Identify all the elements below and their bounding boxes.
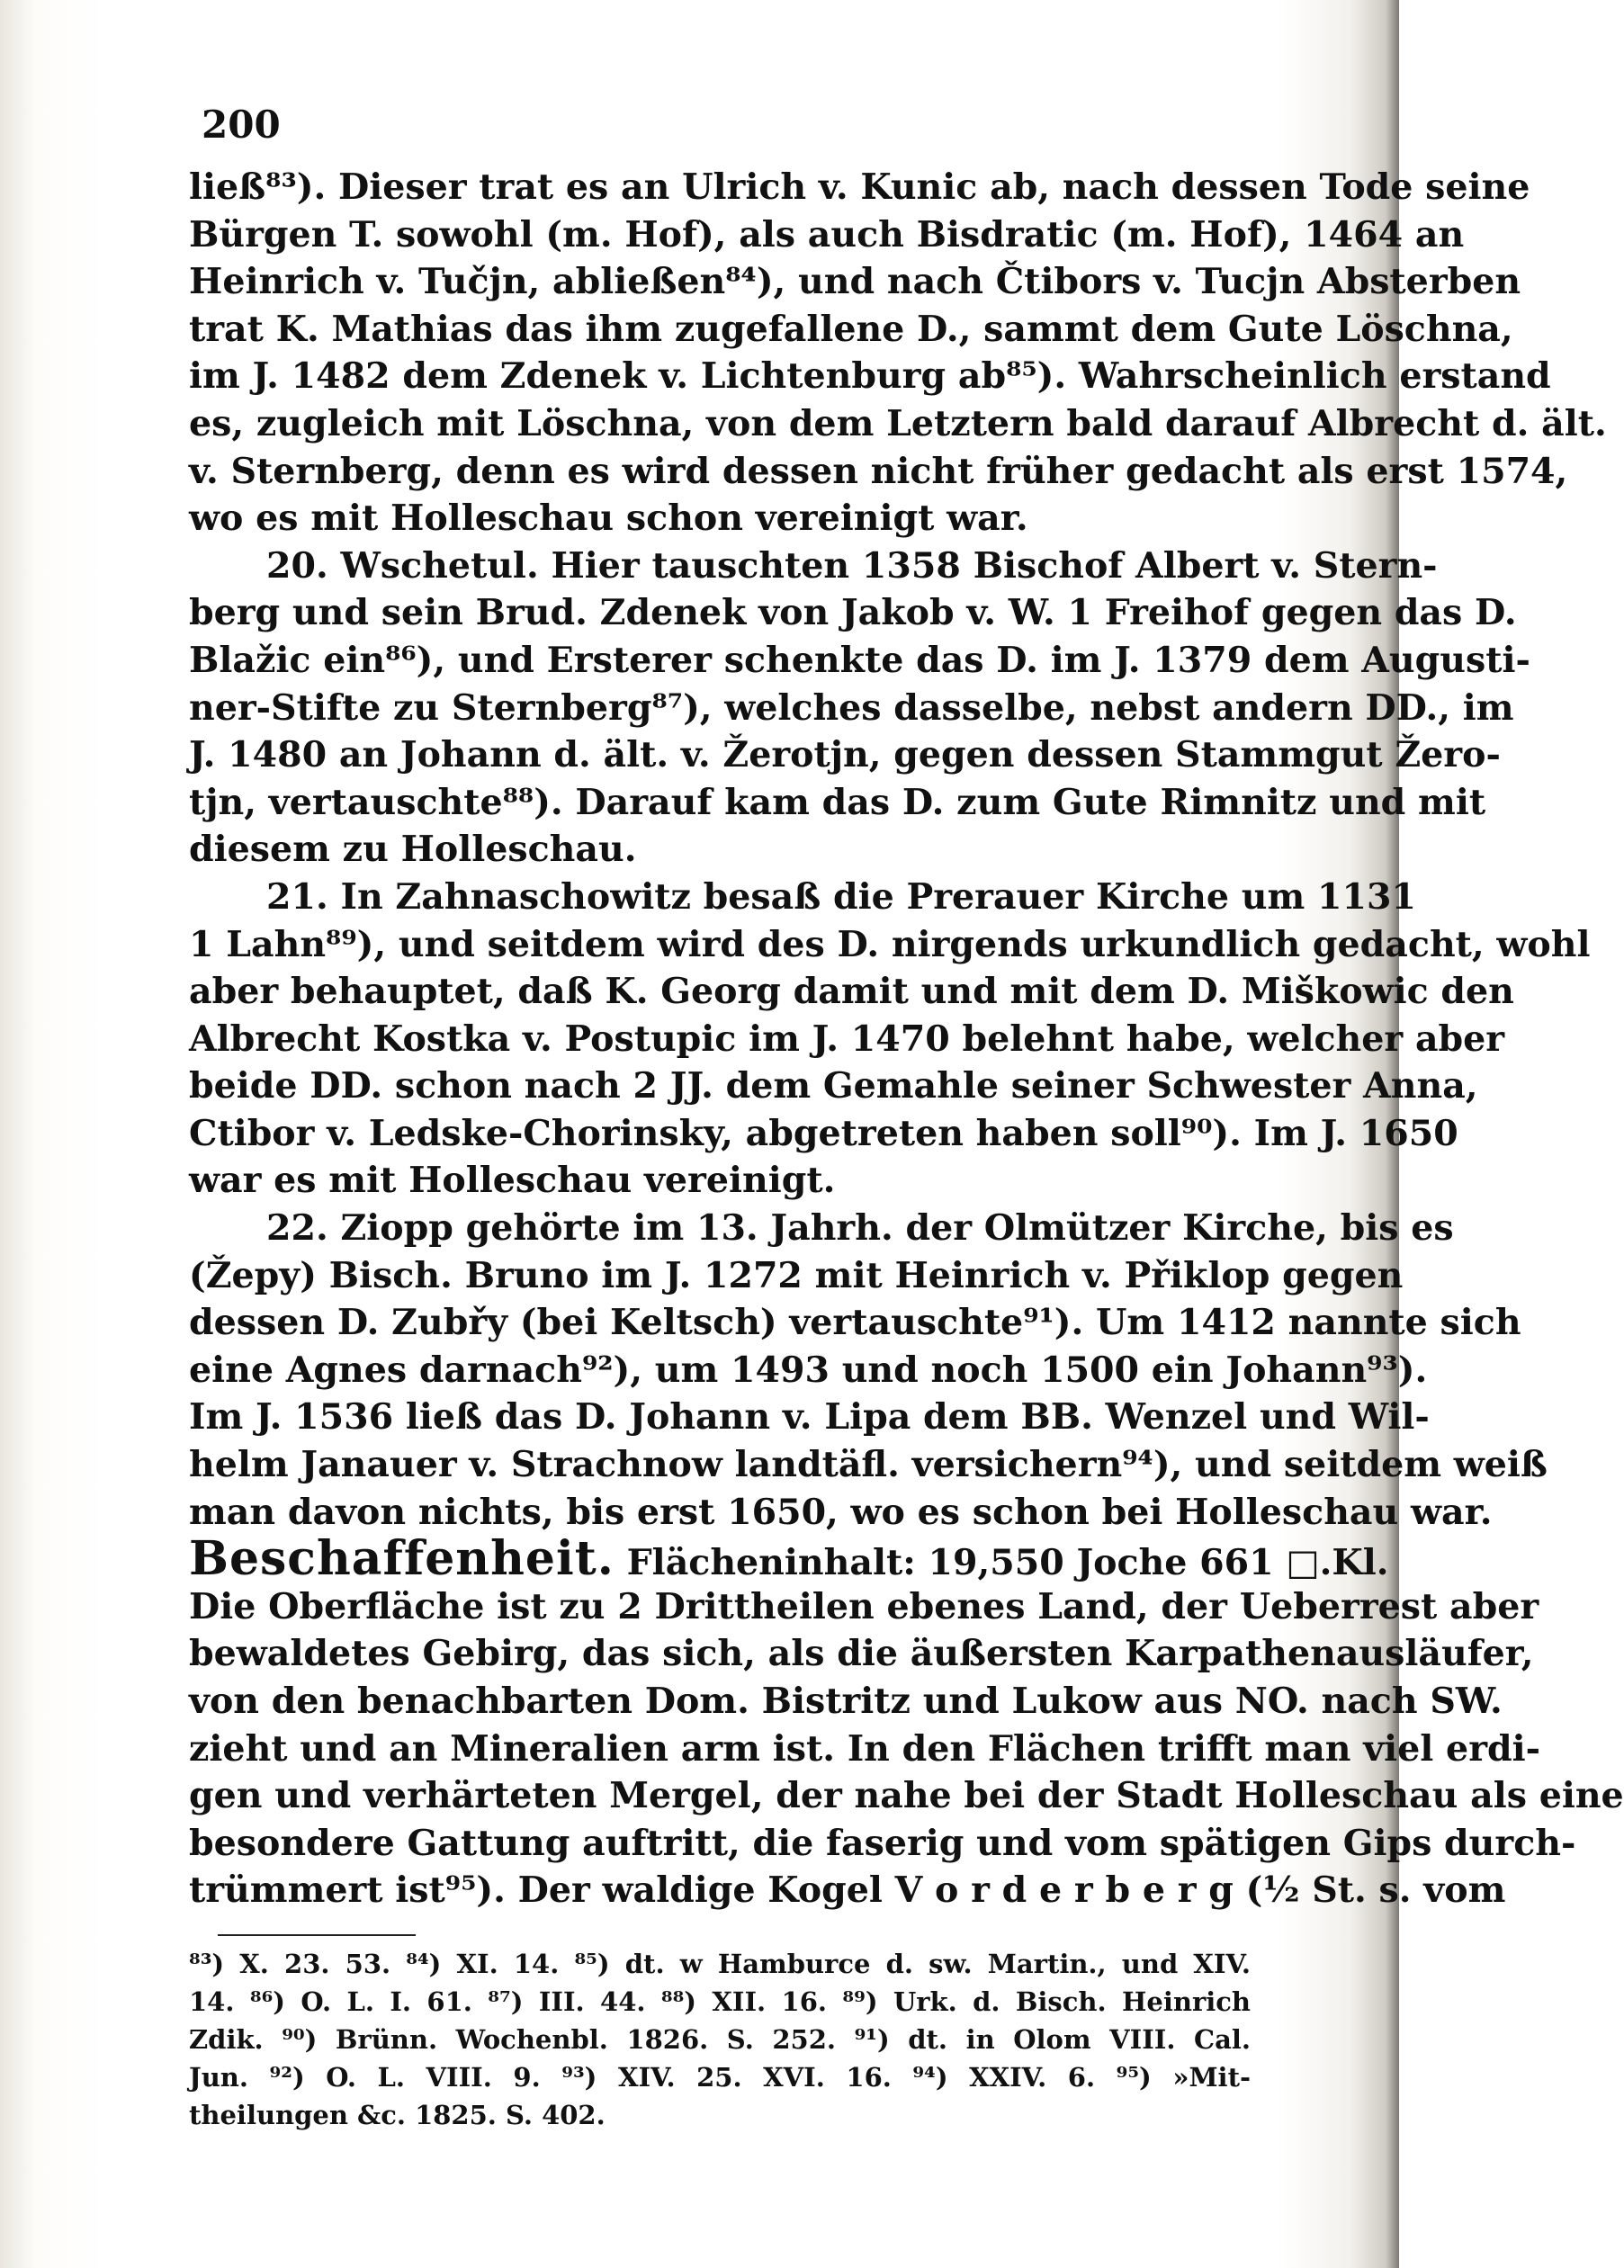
text-line: es, zugleich mit Löschna, von dem Letztern bald darauf Albrecht d. ält.: [189, 402, 1607, 444]
footnotes: [189, 1945, 1251, 2134]
text-line: berg und sein Brud. Zdenek von Jakob v. W. 1 Freihof gegen das D.: [189, 592, 1517, 634]
text-line: 21. In Zahnaschowitz besaß die Prerauer Kirche um 1131: [266, 875, 1416, 918]
text-line: bewaldetes Gebirg, das sich, als die äußersten Karpathenausläufer,: [189, 1633, 1534, 1675]
section-heading: Beschaffenheit.: [189, 1531, 615, 1587]
footnote-line: Zdik. ⁹⁰) Brünn. Wochenbl. 1826. S. 252. ⁹¹) dt. in Olom VIII. Cal.: [189, 2023, 1251, 2055]
text-line: besondere Gattung auftritt, die faserig und vom spätigen Gips durch-: [189, 1822, 1576, 1864]
text-line: war es mit Holleschau vereinigt.: [189, 1160, 836, 1202]
section-beschaffenheit: [189, 1531, 1624, 1914]
page-number: 200: [202, 103, 281, 147]
section-text: [189, 1583, 1624, 1914]
section-first-line: [189, 1531, 1389, 1587]
footnote-line: Jun. ⁹²) O. L. VIII. 9. ⁹³) XIV. 25. XVI. 16. ⁹⁴) XXIV. 6. ⁹⁵) »Mit-: [189, 2061, 1251, 2093]
text-line: Ctibor v. Ledske-Chorinsky, abgetreten haben soll⁹⁰). Im J. 1650: [189, 1112, 1458, 1154]
text-line: Die Oberfläche ist zu 2 Drittheilen ebenes Land, der Ueberrest aber: [189, 1585, 1539, 1627]
text-line: 22. Ziopp gehörte im 13. Jahrh. der Olmützer Kirche, bis es: [266, 1207, 1454, 1250]
text-line: Im J. 1536 ließ das D. Johann v. Lipa dem BB. Wenzel und Wil-: [189, 1396, 1430, 1439]
text-line: gen und verhärteten Mergel, der nahe bei der Stadt Holleschau als eine: [189, 1775, 1624, 1817]
text-line: wo es mit Holleschau schon vereinigt war.: [189, 498, 1028, 540]
text-line: eine Agnes darnach⁹²), um 1493 und noch 1500 ein Johann⁹³).: [189, 1349, 1428, 1391]
body-text: [189, 164, 1607, 1536]
book-page: [189, 103, 1624, 2134]
text-line: helm Janauer v. Strachnow landtäfl. versichern⁹⁴), und seitdem weiß: [189, 1444, 1548, 1486]
footnote-divider: [218, 1934, 416, 1936]
text-line: im J. 1482 dem Zdenek v. Lichtenburg ab⁸⁵). Wahrscheinlich erstand: [189, 355, 1551, 398]
text-line: ner-Stifte zu Sternberg⁸⁷), welches dasselbe, nebst andern DD., im: [189, 686, 1514, 729]
text-line: ließ⁸³). Dieser trat es an Ulrich v. Kunic ab, nach dessen Tode seine: [189, 166, 1530, 208]
text-line: v. Sternberg, denn es wird dessen nicht früher gedacht als erst 1574,: [189, 450, 1568, 492]
text-line: 1 Lahn⁸⁹), und seitdem wird des D. nirgends urkundlich gedacht, wohl: [189, 923, 1591, 965]
text-line: 20. Wschetul. Hier tauschten 1358 Bischof Albert v. Stern-: [266, 544, 1438, 587]
text-line: trümmert ist⁹⁵). Der waldige Kogel V o r d e r b e r g (½ St. s. vom: [189, 1869, 1506, 1912]
text-line: dessen D. Zubřy (bei Keltsch) vertauschte⁹¹). Um 1412 nannte sich: [189, 1302, 1521, 1344]
text-line: (Žepy) Bisch. Bruno im J. 1272 mit Heinrich v. Přiklop gegen: [189, 1254, 1404, 1296]
footnote-line: theilungen &c. 1825. S. 402.: [189, 2099, 606, 2130]
text-line: tjn, vertauschte⁸⁸). Darauf kam das D. zum Gute Rimnitz und mit: [189, 781, 1486, 823]
text-line: Albrecht Kostka v. Postupic im J. 1470 belehnt habe, welcher aber: [189, 1017, 1505, 1060]
section-first-line-text: Flächeninhalt: 19,550 Joche 661 □.Kl.: [626, 1542, 1389, 1584]
text-line: man davon nichts, bis erst 1650, wo es schon bei Holleschau war.: [189, 1491, 1493, 1533]
text-line: J. 1480 an Johann d. ält. v. Žerotjn, gegen dessen Stammgut Žero-: [189, 734, 1501, 776]
text-line: Blažic ein⁸⁶), und Ersterer schenkte das D. im J. 1379 dem Augusti-: [189, 639, 1530, 681]
footnote-line: ⁸³) X. 23. 53. ⁸⁴) XI. 14. ⁸⁵) dt. w Hamburce d. sw. Martin., und XIV.: [189, 1948, 1251, 1979]
text-line: zieht und an Mineralien arm ist. In den Flächen trifft man viel erdi-: [189, 1727, 1541, 1770]
text-line: Heinrich v. Tučjn, abließen⁸⁴), und nach Čtibors v. Tucjn Absterben: [189, 261, 1521, 303]
text-line: trat K. Mathias das ihm zugefallene D., sammt dem Gute Löschna,: [189, 308, 1513, 350]
text-line: beide DD. schon nach 2 JJ. dem Gemahle seiner Schwester Anna,: [189, 1065, 1478, 1107]
footnote-line: 14. ⁸⁶) O. L. I. 61. ⁸⁷) III. 44. ⁸⁸) XII. 16. ⁸⁹) Urk. d. Bisch. Heinrich: [189, 1986, 1251, 2017]
text-line: Bürgen T. sowohl (m. Hof), als auch Bisdratic (m. Hof), 1464 an: [189, 213, 1465, 255]
text-line: von den benachbarten Dom. Bistritz und Lukow aus NO. nach SW.: [189, 1681, 1503, 1722]
text-line: aber behauptet, daß K. Georg damit und mit dem D. Miškowic den: [189, 971, 1514, 1013]
text-line: diesem zu Holleschau.: [189, 829, 637, 871]
